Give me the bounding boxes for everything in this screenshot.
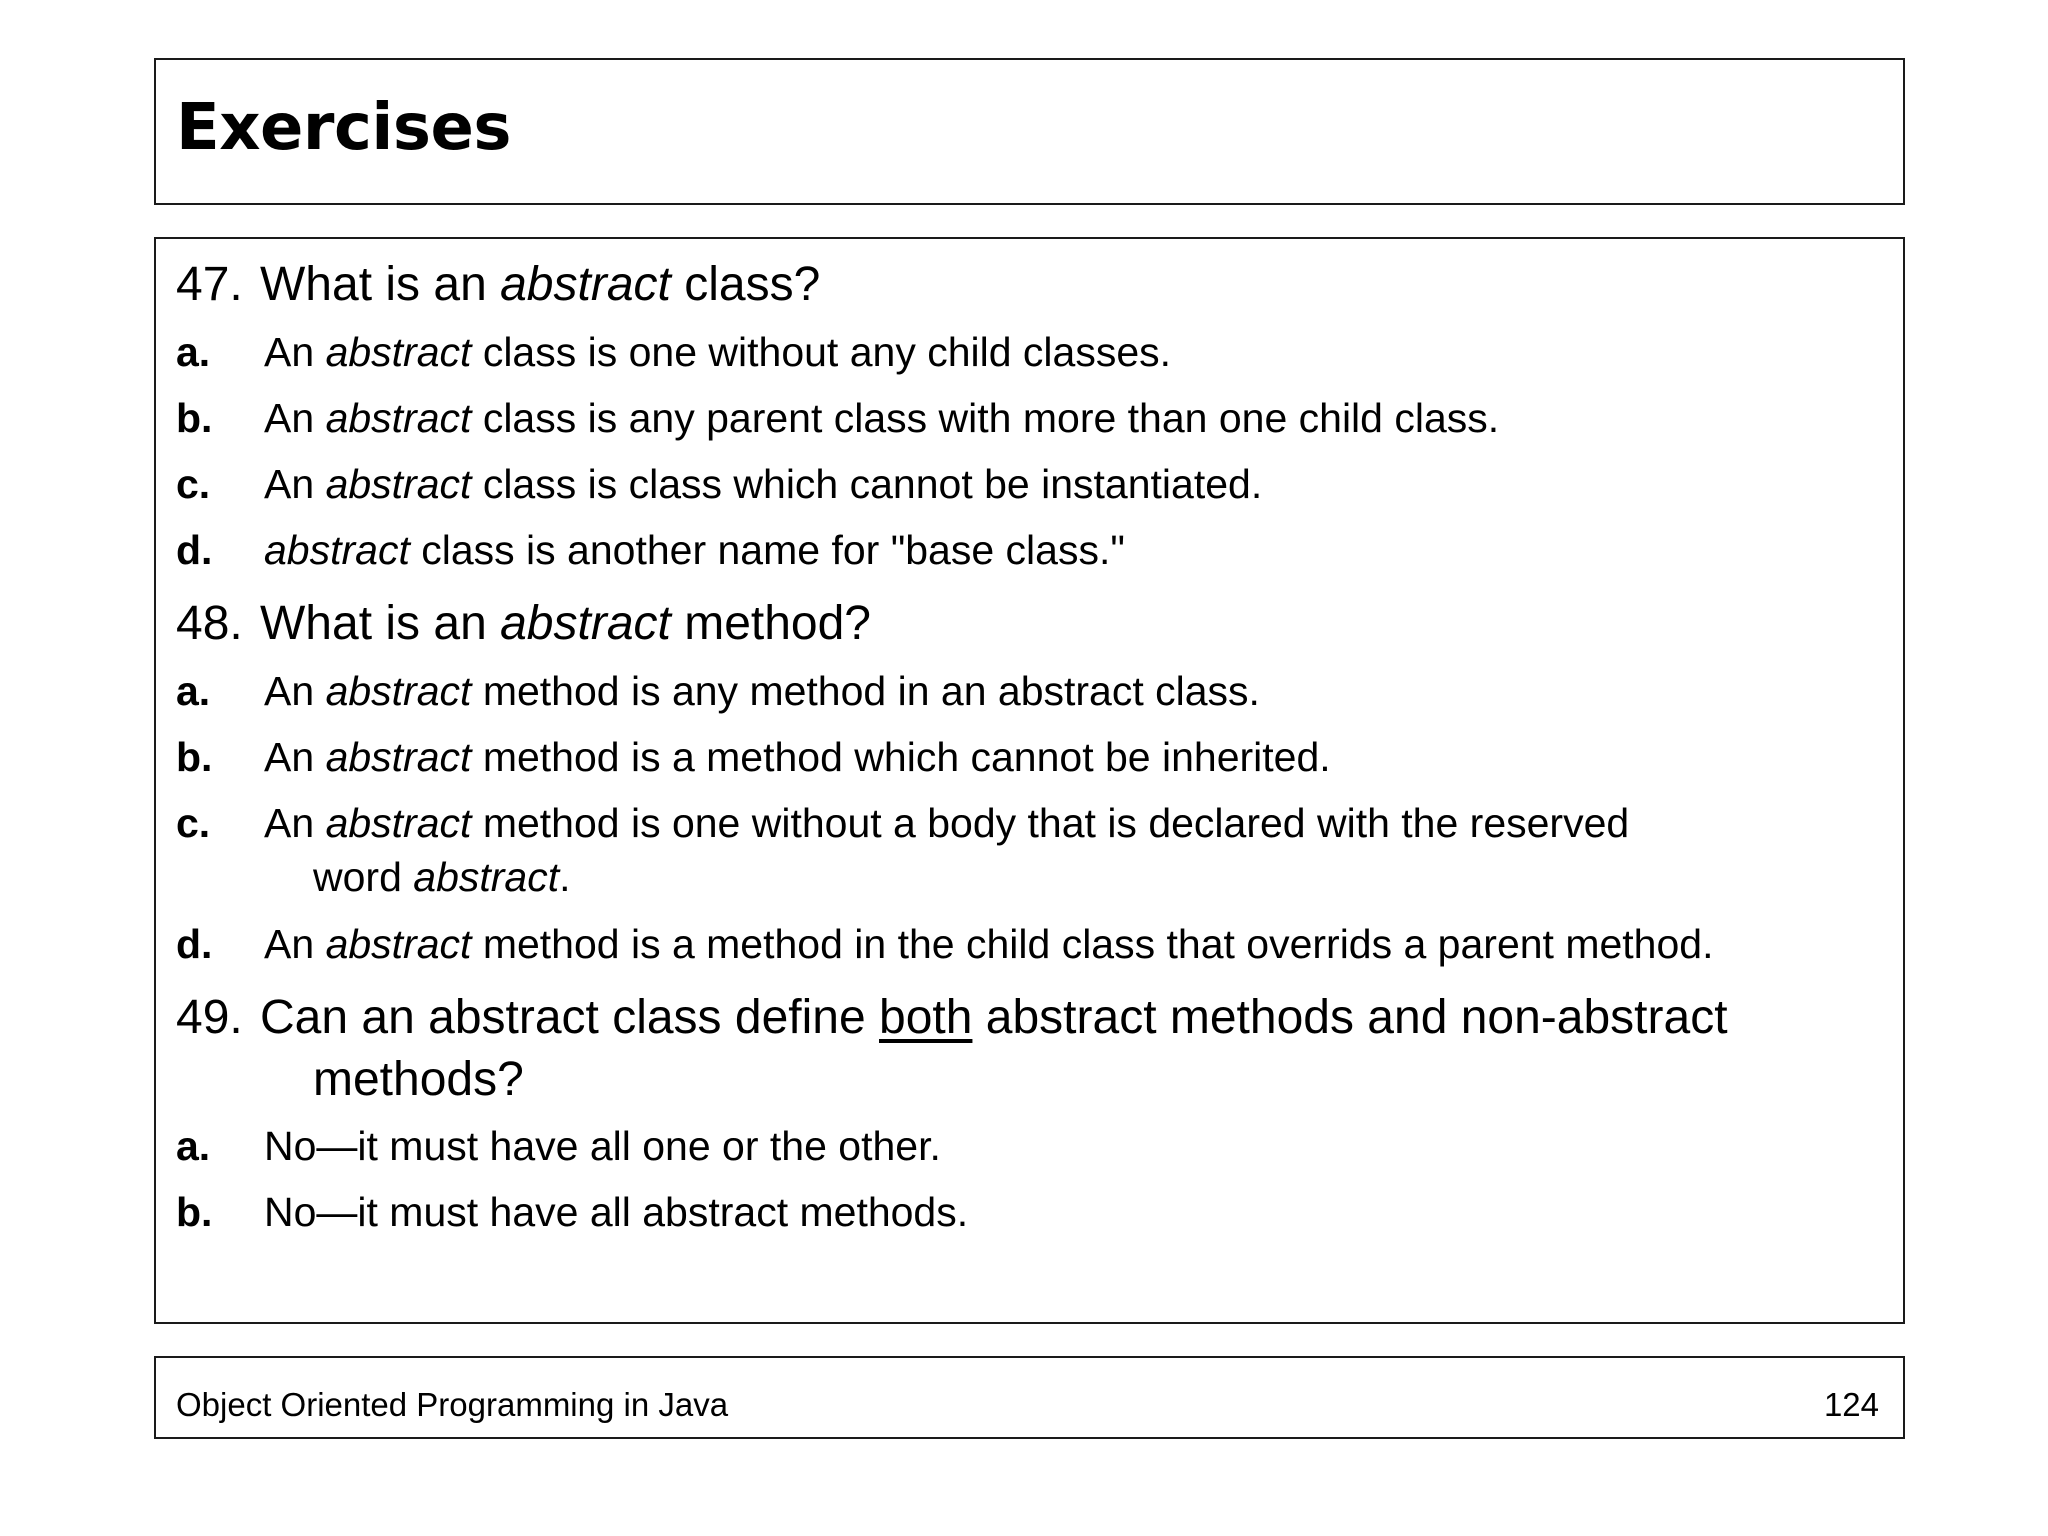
option-text-pre: An (264, 800, 315, 846)
option-48-d[interactable] (176, 917, 1713, 971)
question-text-underline: both (879, 991, 973, 1044)
footer-box (154, 1356, 1905, 1439)
question-text-pre: What is an (260, 258, 487, 311)
option-text-em: abstract (325, 668, 472, 714)
content-box (154, 237, 1905, 1324)
option-text-em: abstract (325, 800, 472, 846)
option-letter: d. (176, 527, 213, 573)
page-title: Exercises (176, 91, 511, 165)
question-text-post: abstract methods and non-abstract (985, 991, 1728, 1044)
option-text-pre: An (264, 668, 315, 714)
question-49 (176, 987, 1728, 1111)
option-text-em: abstract (325, 461, 472, 507)
page-number: 124 (1823, 1386, 1879, 1423)
footer-course-title: Object Oriented Programming in Java (176, 1386, 729, 1423)
question-text-post: method? (684, 597, 871, 650)
option-text-post: method is one without a body that is declared with the reserved (482, 800, 1630, 846)
option-letter: a. (176, 668, 211, 714)
option-letter: b. (176, 734, 213, 780)
option-cont-pre: word (313, 854, 402, 900)
option-text-post: class is another name for "base class." (421, 527, 1125, 573)
option-letter: d. (176, 921, 213, 967)
option-text-em: abstract (264, 527, 410, 573)
question-number: 49. (176, 991, 243, 1044)
option-letter: a. (176, 1123, 211, 1169)
question-text-pre: Can an abstract class define (260, 991, 866, 1044)
option-text-post: method is any method in an abstract class. (482, 668, 1260, 714)
option-text-post: class is class which cannot be instantiated. (482, 461, 1263, 507)
option-letter: b. (176, 1189, 213, 1235)
option-text-pre: An (264, 921, 315, 967)
option-text-pre: An (264, 461, 315, 507)
option-48-a[interactable] (176, 664, 1260, 718)
option-47-c[interactable] (176, 457, 1262, 511)
option-letter: c. (176, 461, 211, 507)
title-box (154, 58, 1905, 205)
question-text-post: class? (684, 258, 821, 311)
question-47 (176, 254, 820, 316)
question-number: 47. (176, 258, 243, 311)
option-text-em: abstract (325, 734, 472, 780)
option-cont-post: . (559, 854, 571, 900)
option-letter: a. (176, 329, 211, 375)
option-text-pre: An (264, 734, 315, 780)
option-text-em: abstract (325, 329, 472, 375)
question-continuation: methods? (313, 1053, 524, 1106)
question-number: 48. (176, 597, 243, 650)
option-49-b[interactable] (176, 1185, 968, 1239)
option-47-a[interactable] (176, 325, 1171, 379)
option-47-d[interactable] (176, 523, 1125, 577)
option-continuation (176, 850, 1629, 904)
option-text-em: abstract (325, 395, 472, 441)
question-text-em: abstract (500, 258, 671, 311)
question-48 (176, 593, 871, 655)
option-text-pre: An (264, 395, 315, 441)
option-letter: b. (176, 395, 213, 441)
option-49-a[interactable] (176, 1119, 941, 1173)
option-text-em: abstract (325, 921, 472, 967)
question-text-pre: What is an (260, 597, 487, 650)
option-cont-em: abstract (413, 854, 560, 900)
option-letter: c. (176, 800, 211, 846)
question-text-em: abstract (500, 597, 671, 650)
option-text: No—it must have all abstract methods. (264, 1189, 969, 1235)
option-text-post: class is one without any child classes. (482, 329, 1172, 375)
option-47-b[interactable] (176, 391, 1499, 445)
option-text-post: class is any parent class with more than one child class. (482, 395, 1500, 441)
option-text: No—it must have all one or the other. (264, 1123, 941, 1169)
option-text-pre: An (264, 329, 315, 375)
option-text-post: method is a method which cannot be inherited. (482, 734, 1331, 780)
option-text-post: method is a method in the child class that overrids a parent method. (482, 921, 1714, 967)
option-48-c[interactable] (176, 796, 1629, 904)
option-48-b[interactable] (176, 730, 1331, 784)
